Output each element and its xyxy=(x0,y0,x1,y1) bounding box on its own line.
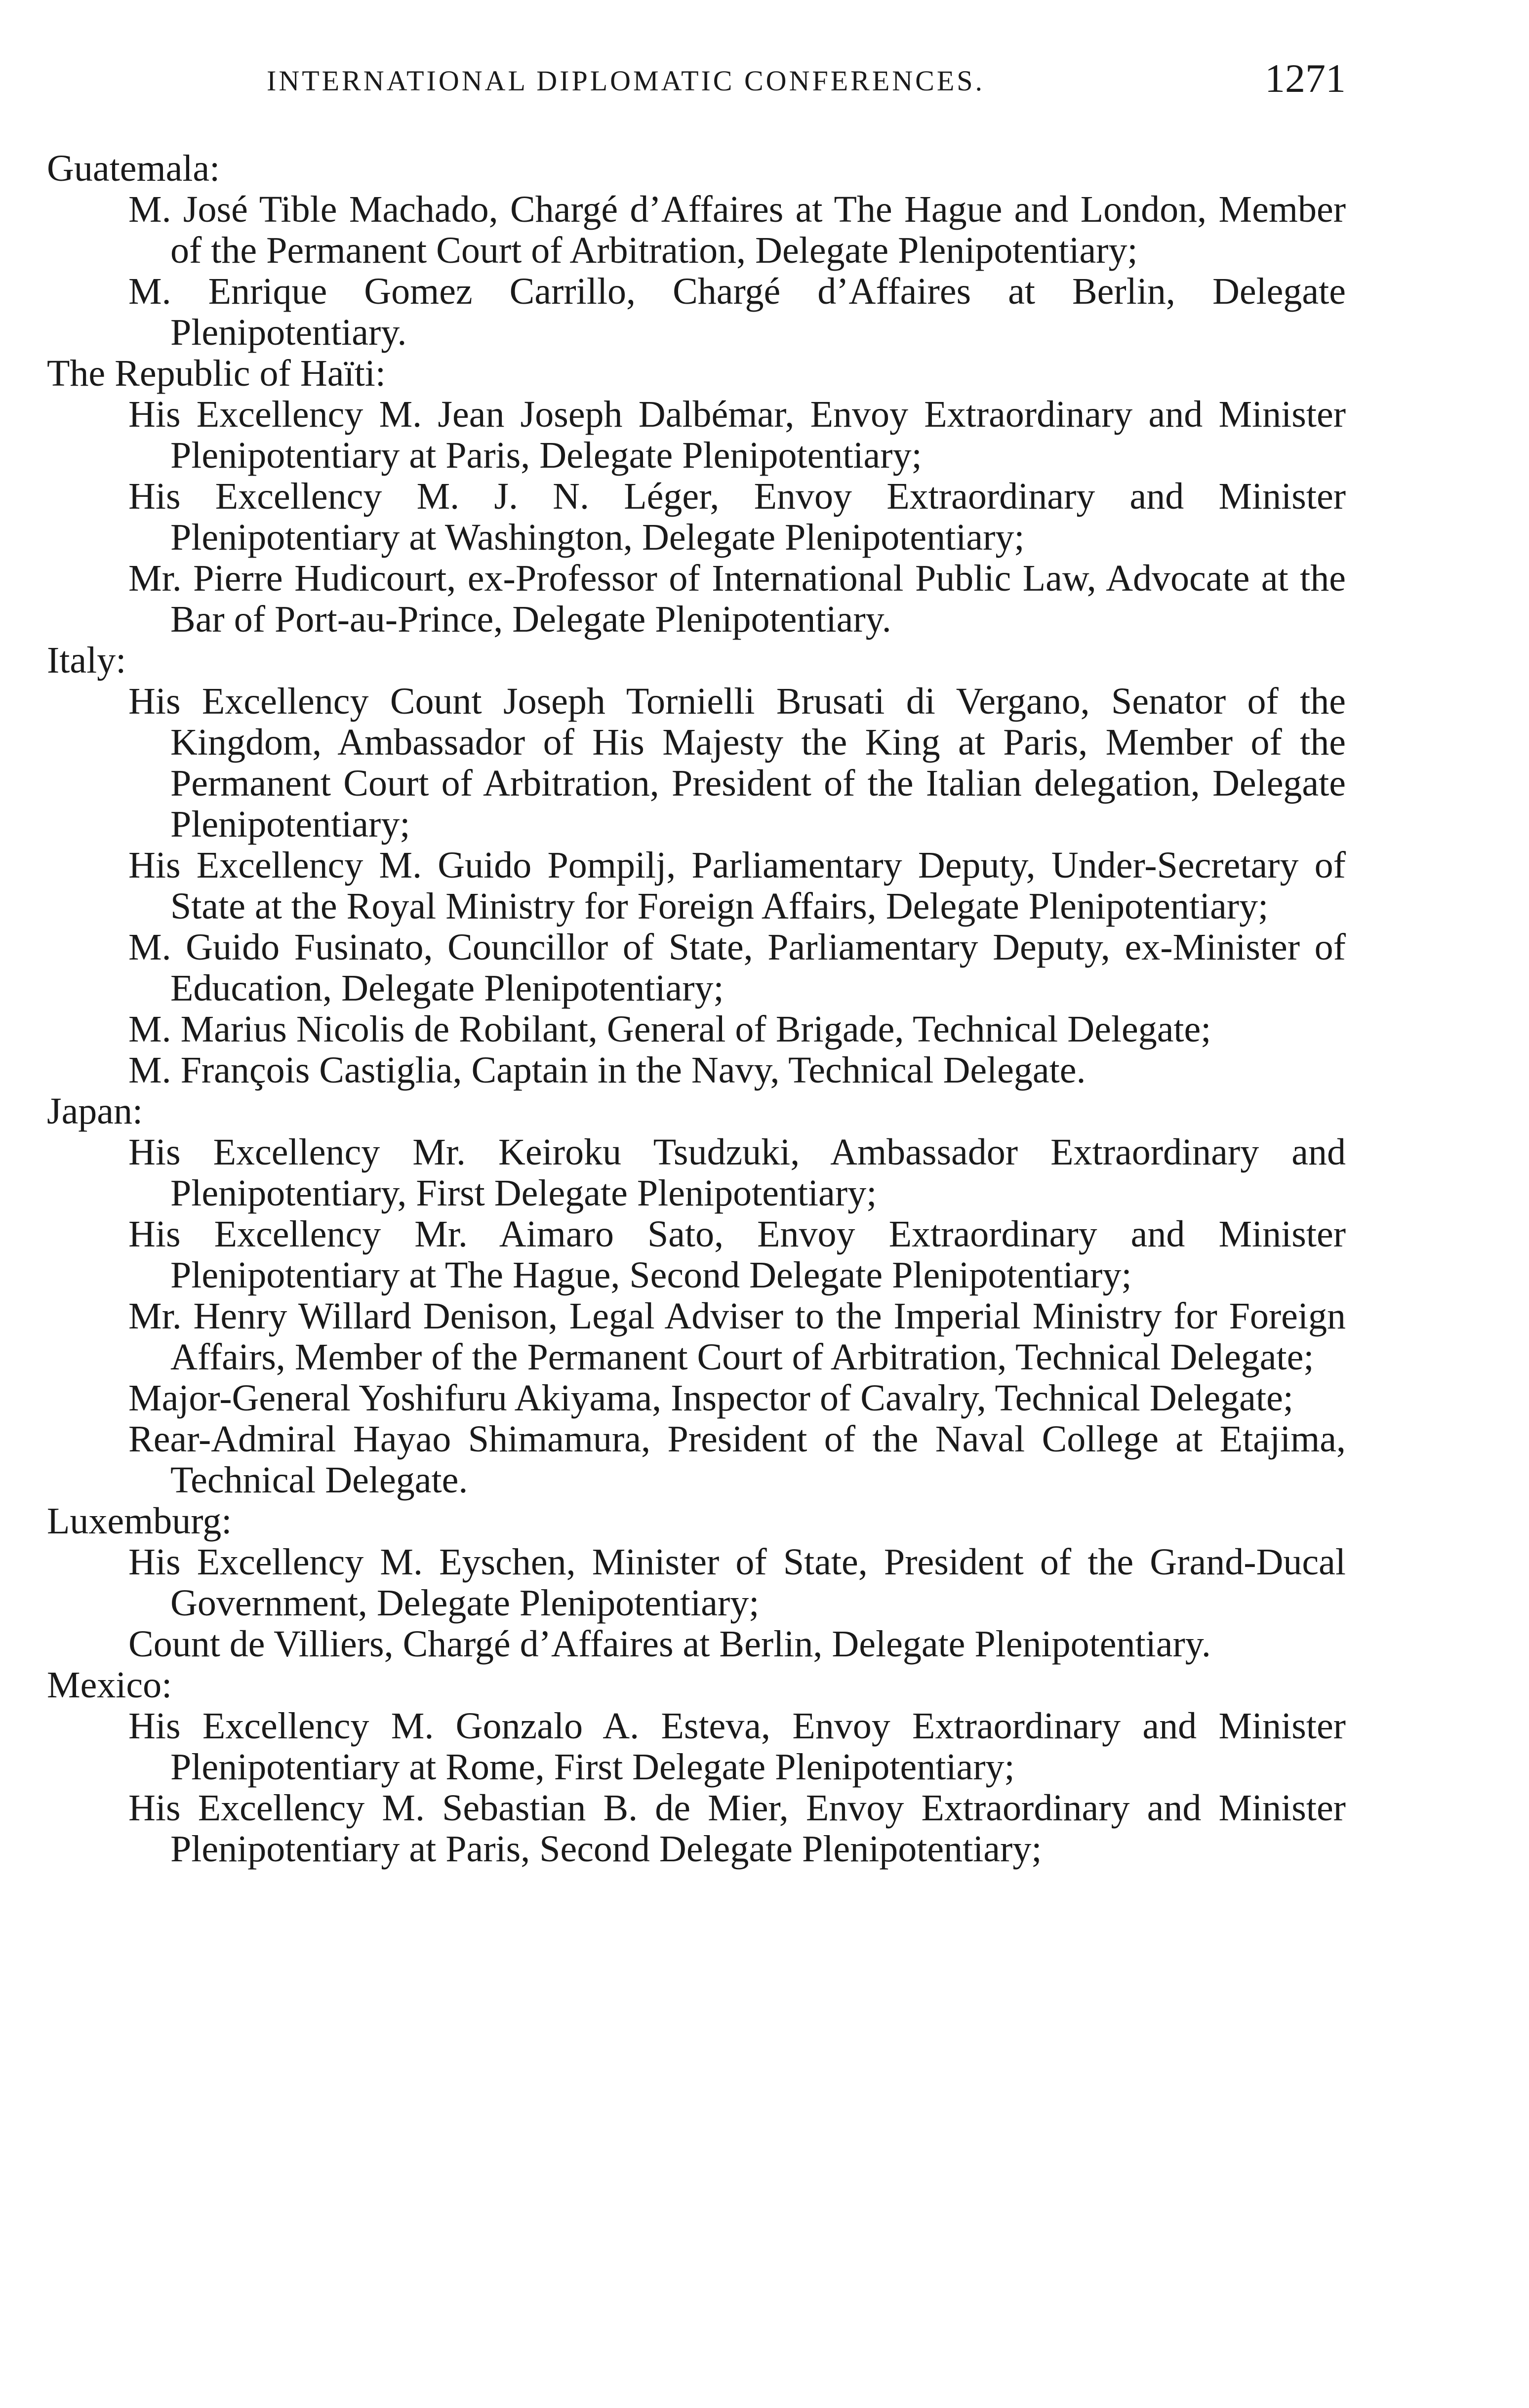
delegate-entry: M. Marius Nicolis de Robilant, General of Brigade, Technical Delegate; xyxy=(128,1008,1211,1050)
country-heading: Japan: xyxy=(47,1090,143,1132)
country-heading: Luxemburg: xyxy=(47,1500,232,1542)
delegate-entry: Mr. Henry Willard Denison, Legal Adviser to the Imperial Ministry for Foreign Affairs, Member of the Permanent Court of Arbitration, Technical Delegate; xyxy=(128,1295,1346,1378)
country-heading: Mexico: xyxy=(47,1664,172,1706)
country-heading: Guatemala: xyxy=(47,148,220,189)
delegate-entry: M. François Castiglia, Captain in the Navy, Technical Delegate. xyxy=(128,1049,1086,1091)
delegate-entry: His Excellency M. Jean Joseph Dalbémar, Envoy Extraordinary and Minister Plenipotentiary at Paris, Delegate Plenipotentiary; xyxy=(128,394,1346,476)
delegate-entry: His Excellency M. Eyschen, Minister of State, President of the Grand-Ducal Government, Delegate Plenipotentiary; xyxy=(128,1541,1346,1624)
country-section-luxemburg xyxy=(47,1501,1346,1665)
delegate-entry: His Excellency M. Sebastian B. de Mier, Envoy Extraordinary and Minister Plenipotentiary at Paris, Second Delegate Plenipotentiary; xyxy=(128,1787,1346,1870)
delegate-entry: M. Enrique Gomez Carrillo, Chargé d’Affaires at Berlin, Delegate Plenipotentiary. xyxy=(128,271,1346,353)
country-section-italy xyxy=(47,640,1346,1091)
delegate-entry: His Excellency M. J. N. Léger, Envoy Extraordinary and Minister Plenipotentiary at Washington, Delegate Plenipotentiary; xyxy=(128,476,1346,558)
page-number: 1271 xyxy=(1265,56,1346,101)
country-section-mexico xyxy=(47,1665,1346,1870)
country-section-guatemala xyxy=(47,148,1346,353)
country-section-japan xyxy=(47,1091,1346,1501)
delegate-entry: M. Guido Fusinato, Councillor of State, Parliamentary Deputy, ex-Minister of Education, Delegate Plenipotentiary; xyxy=(128,926,1346,1009)
delegate-entry: His Excellency M. Guido Pompilj, Parliamentary Deputy, Under-Secretary of State at the Royal Ministry for Foreign Affairs, Delegate Plenipotentiary; xyxy=(128,844,1346,927)
delegate-entry: Count de Villiers, Chargé d’Affaires at Berlin, Delegate Plenipotentiary. xyxy=(128,1623,1211,1665)
country-section-haiti xyxy=(47,353,1346,640)
delegate-entry: M. José Tible Machado, Chargé d’Affaires at The Hague and London, Member of the Permanent Court of Arbitration, Delegate Plenipotentiary; xyxy=(128,189,1346,271)
delegate-entry: Major-General Yoshifuru Akiyama, Inspector of Cavalry, Technical Delegate; xyxy=(128,1377,1293,1419)
country-heading: Italy: xyxy=(47,640,126,681)
country-heading: The Republic of Haïti: xyxy=(47,353,386,394)
delegate-list xyxy=(47,148,1346,1870)
delegate-entry: His Excellency M. Gonzalo A. Esteva, Envoy Extraordinary and Minister Plenipotentiary at Rome, First Delegate Plenipotentiary; xyxy=(128,1705,1346,1788)
delegate-entry: Mr. Pierre Hudicourt, ex-Professor of International Public Law, Advocate at the Bar of Port-au-Prince, Delegate Plenipotentiary. xyxy=(128,558,1346,640)
delegate-entry: Rear-Admiral Hayao Shimamura, President of the Naval College at Etajima, Technical Delegate. xyxy=(128,1418,1346,1501)
delegate-entry: His Excellency Mr. Aimaro Sato, Envoy Extraordinary and Minister Plenipotentiary at The Hague, Second Delegate Plenipotentiary; xyxy=(128,1213,1346,1296)
running-head: INTERNATIONAL DIPLOMATIC CONFERENCES. xyxy=(267,65,985,97)
delegate-entry: His Excellency Mr. Keiroku Tsudzuki, Ambassador Extraordinary and Plenipotentiary, First Delegate Plenipotentiary; xyxy=(128,1131,1346,1214)
delegate-entry: His Excellency Count Joseph Tornielli Brusati di Vergano, Senator of the Kingdom, Ambassador of His Majesty the King at Paris, Member of the Permanent Court of Arbitration, President of the Italian delegation, Delegate Plenipotentiary; xyxy=(128,681,1346,845)
